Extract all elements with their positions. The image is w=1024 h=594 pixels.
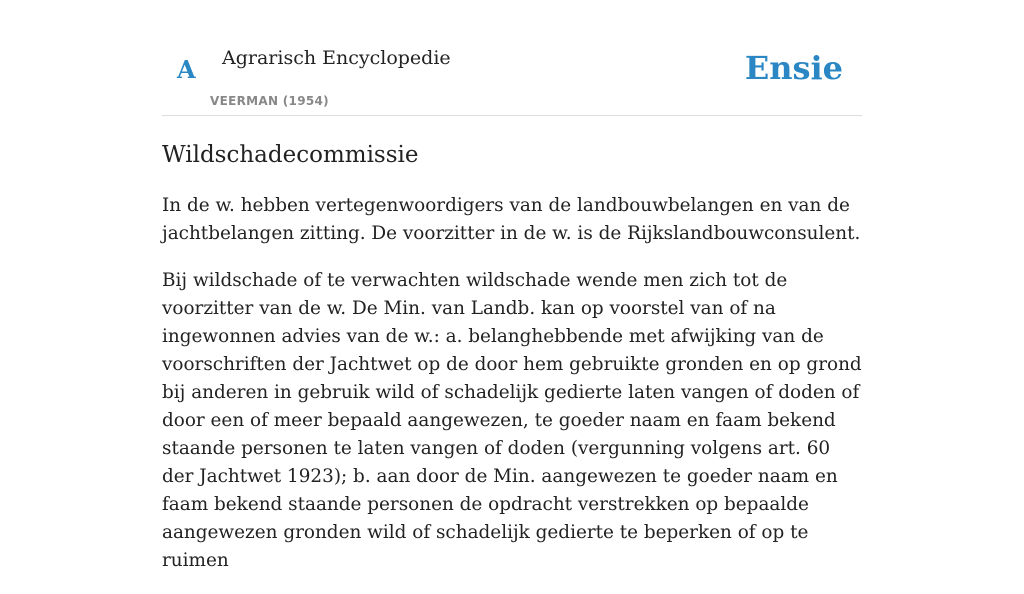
article-title: Wildschadecommissie [162,142,419,168]
ensie-logo-link[interactable]: Ensie [744,49,843,87]
book-header [162,0,862,116]
letter-index-link[interactable]: A [177,55,196,84]
book-title-link[interactable]: Agrarisch Encyclopedie [222,47,451,69]
article-paragraph: Bij wildschade of te verwachten wildschade wende men zich tot de voorzitter van de w. De Min. van Landb. kan op voorstel van of na ingewonnen advies van de w.: a. belanghebbende met afwijking van de voorschriften der Jachtwet op de door hem gebruikte gronden en op grond bij anderen in gebruik wild of schadelijk gedierte laten vangen of doden of door een of meer bepaald aangewezen, te goeder naam en faam bekend staande personen te laten vangen of doden (vergunning volgens art. 60 der Jachtwet 1923); b. aan door de Min. aangewezen te goeder naam en faam bekend staande personen de opdracht verstrekken op bepaalde aangewezen gronden wild of schadelijk gedierte te beperken of op te ruimen [162,270,862,571]
book-author-year: VEERMAN (1954) [210,94,329,108]
content-container [162,0,862,571]
article-body [162,192,862,594]
article-paragraph: In de w. hebben vertegenwoordigers van de landbouwbelangen en van de jachtbelangen zitting. De voorzitter in de w. is de Rijkslandbouwconsulent. [162,195,861,244]
